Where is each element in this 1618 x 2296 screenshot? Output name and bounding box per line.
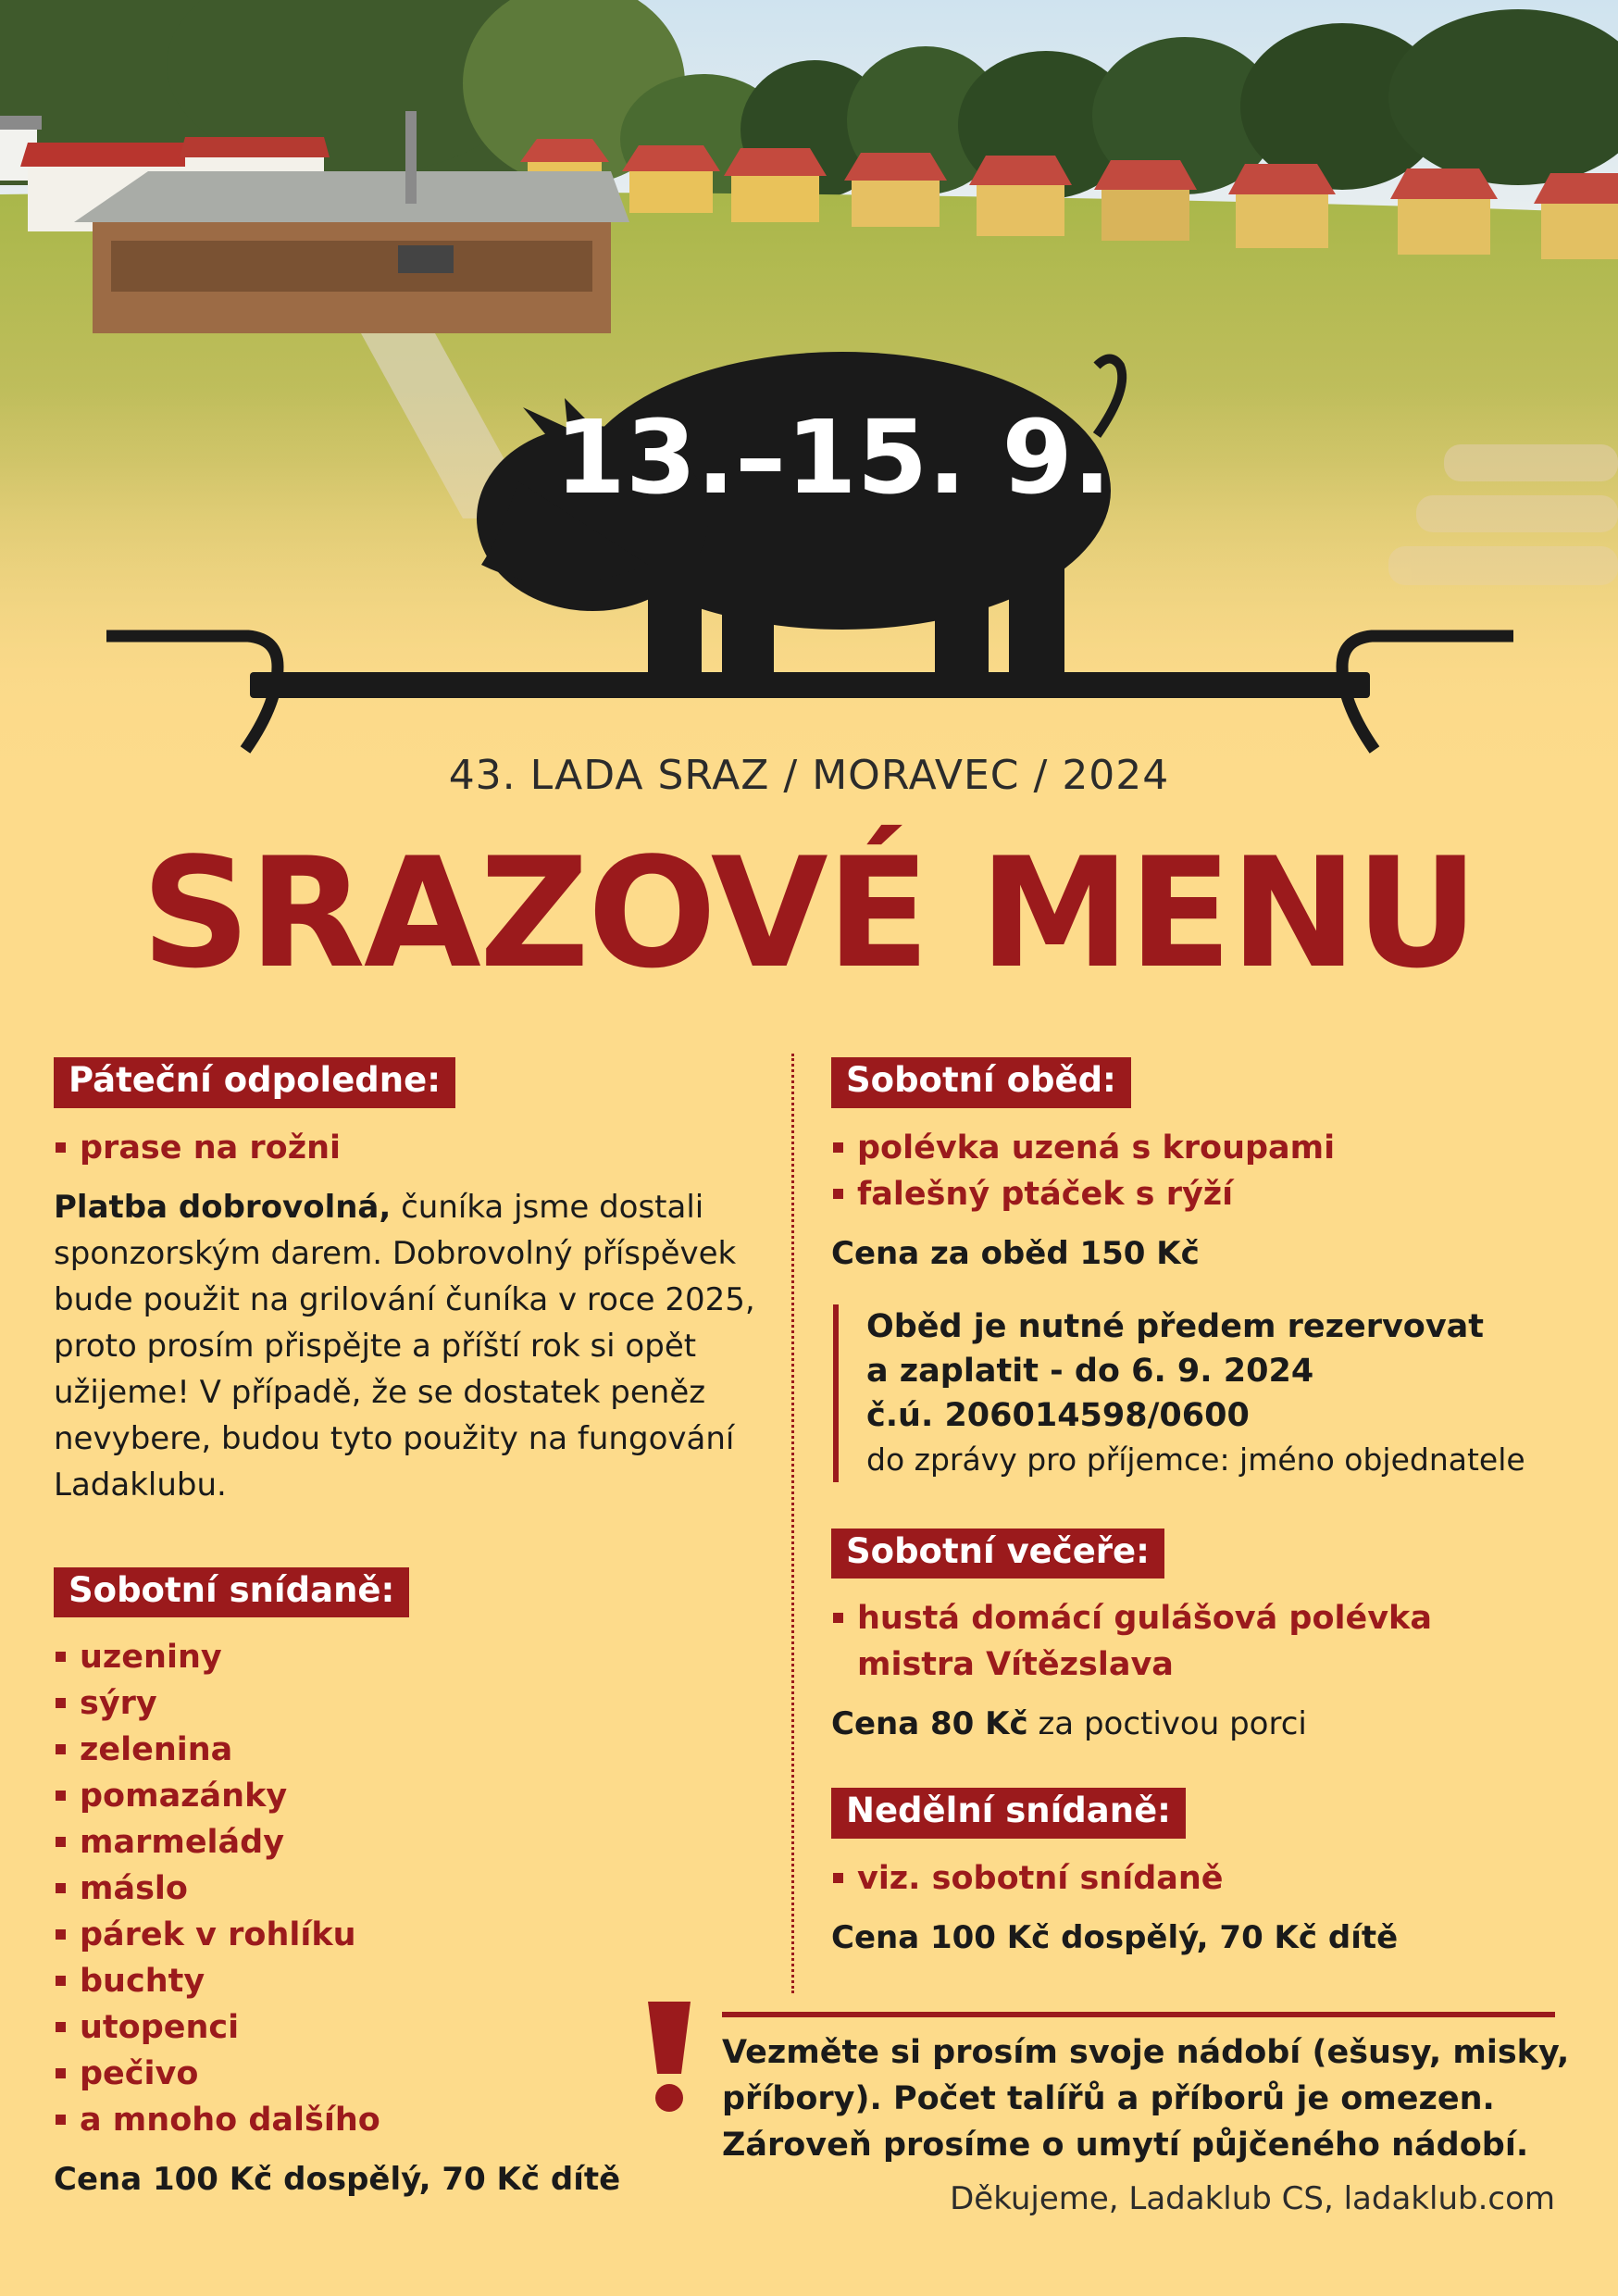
thanks-signature: Děkujeme, Ladaklub CS, ladaklub.com (950, 2180, 1555, 2217)
notice-account-number: č.ú. 206014598/0600 (866, 1396, 1250, 1434)
notice-payment-note: do zprávy pro příjemce: jméno objednatele (866, 1441, 1525, 1478)
saturday-lunch-price: Cena za oběd 150 Kč (831, 1234, 1200, 1272)
list-item: buchty (54, 1958, 785, 2004)
dishes-warning-text: Vezměte si prosím svoje nádobí (ešusy, misky, příbory). Počet talířů a příborů je omezen. Zároveň prosíme o umytí půjčeného nádobí. (722, 2034, 1570, 2164)
event-subtitle: 43. LADA SRAZ / MORAVEC / 2024 (448, 752, 1170, 799)
section-heading-saturday-lunch: Sobotní oběd: (831, 1057, 1131, 1108)
section-heading-friday: Páteční odpoledne: (54, 1057, 455, 1108)
payment-bold-lead: Platba dobrovolná, (54, 1188, 392, 1226)
sunday-breakfast-items (831, 1855, 1572, 1902)
list-item: zelenina (54, 1727, 785, 1773)
list-item: sýry (54, 1680, 785, 1727)
hero-photo (0, 0, 1618, 796)
list-item: párek v rohlíku (54, 1912, 785, 1958)
lunch-reservation-notice (833, 1304, 1572, 1482)
list-item: a mnoho dalšího (54, 2097, 785, 2143)
dinner-price-amount: Cena 80 Kč (831, 1705, 1028, 1743)
warning-rule (722, 2012, 1555, 2017)
payment-description: čuníka jsme dostali sponzorským darem. Dobrovolný příspěvek bude použit na grilování čuníka v roce 2025, proto prosím přispějte a příští rok si opět užijeme! V případě, že se dostatek peněz nevybere, budou tyto použity na fungování Ladaklubu. (54, 1188, 755, 1504)
list-item: pomazánky (54, 1773, 785, 1819)
saturday-dinner-items (831, 1595, 1572, 1688)
list-item: viz. sobotní snídaně (831, 1855, 1572, 1902)
notice-line-2: a zaplatit - do 6. 9. 2024 (866, 1352, 1314, 1390)
saturday-lunch-items (831, 1125, 1572, 1217)
column-divider (791, 1054, 794, 1993)
dinner-price-note: za poctivou porci (1027, 1705, 1307, 1743)
list-item: falešný ptáček s rýží (831, 1171, 1572, 1217)
friday-payment-text (54, 1184, 785, 1508)
section-heading-saturday-breakfast: Sobotní snídaně: (54, 1567, 409, 1618)
list-item: utopenci (54, 2004, 785, 2051)
list-item: prase na rožni (54, 1125, 785, 1171)
list-item: marmelády (54, 1819, 785, 1866)
list-item: máslo (54, 1866, 785, 1912)
friday-items (54, 1125, 785, 1171)
saturday-breakfast-price: Cena 100 Kč dospělý, 70 Kč dítě (54, 2161, 621, 2199)
right-column (831, 1057, 1572, 1961)
saturday-dinner-price (831, 1701, 1572, 1747)
list-item: hustá domácí gulášová polévka mistra Vítězslava (831, 1595, 1505, 1688)
notice-line-1: Oběd je nutné předem rezervovat (866, 1307, 1484, 1345)
list-item: pečivo (54, 2051, 785, 2097)
list-item: polévka uzená s kroupami (831, 1125, 1572, 1171)
section-heading-sunday-breakfast: Nedělní snídaně: (831, 1788, 1186, 1839)
hero-date: 13.–15. 9. (554, 398, 1112, 517)
exclamation-icon (637, 2002, 702, 2113)
sunday-breakfast-price: Cena 100 Kč dospělý, 70 Kč dítě (831, 1918, 1399, 1956)
page-title: SRAZOVÉ MENU (141, 825, 1477, 1002)
list-item: uzeniny (54, 1634, 785, 1680)
hero-banner (0, 0, 1618, 796)
section-heading-saturday-dinner: Sobotní večeře: (831, 1529, 1164, 1579)
